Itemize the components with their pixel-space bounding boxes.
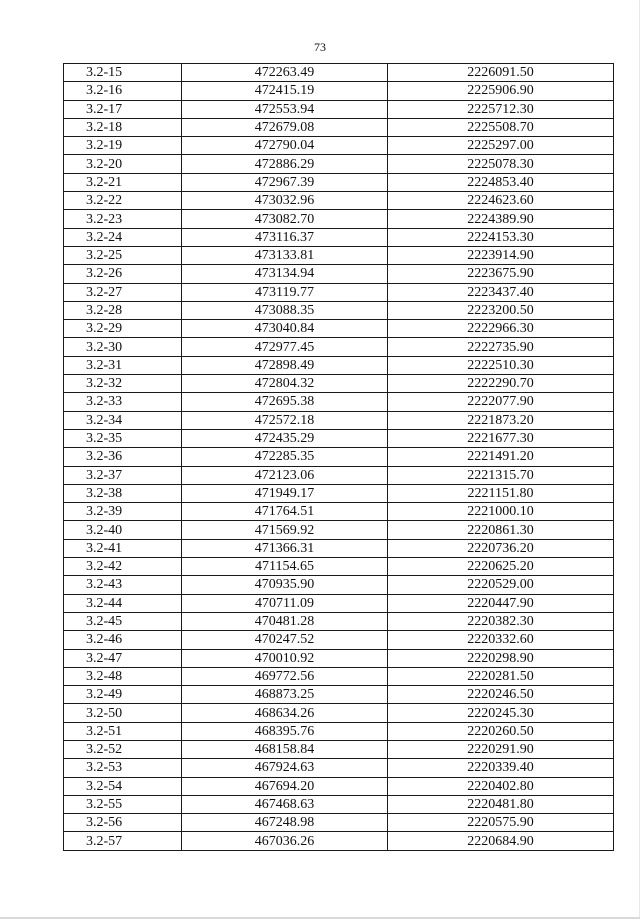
y-coordinate-cell: 2225906.90 (388, 82, 614, 100)
point-id-cell: 3.2-34 (64, 411, 182, 429)
point-id-cell: 3.2-30 (64, 338, 182, 356)
y-coordinate-cell: 2220298.90 (388, 649, 614, 667)
table-row (64, 356, 614, 374)
point-id-cell: 3.2-27 (64, 283, 182, 301)
point-id-cell: 3.2-22 (64, 192, 182, 210)
x-coordinate-cell: 470010.92 (182, 649, 388, 667)
table-row (64, 539, 614, 557)
y-coordinate-cell: 2220575.90 (388, 814, 614, 832)
point-id-cell: 3.2-39 (64, 503, 182, 521)
point-id-cell: 3.2-46 (64, 631, 182, 649)
table-row (64, 448, 614, 466)
point-id-cell: 3.2-55 (64, 795, 182, 813)
table-row (64, 210, 614, 228)
x-coordinate-cell: 472898.49 (182, 356, 388, 374)
point-id-cell: 3.2-31 (64, 356, 182, 374)
x-coordinate-cell: 472790.04 (182, 137, 388, 155)
table-row (64, 155, 614, 173)
x-coordinate-cell: 468634.26 (182, 704, 388, 722)
table-row (64, 704, 614, 722)
table-row (64, 686, 614, 704)
table-row (64, 814, 614, 832)
y-coordinate-cell: 2222966.30 (388, 320, 614, 338)
point-id-cell: 3.2-41 (64, 539, 182, 557)
table-row (64, 283, 614, 301)
x-coordinate-cell: 472804.32 (182, 375, 388, 393)
point-id-cell: 3.2-57 (64, 832, 182, 850)
x-coordinate-cell: 470711.09 (182, 594, 388, 612)
point-id-cell: 3.2-54 (64, 777, 182, 795)
x-coordinate-cell: 468158.84 (182, 740, 388, 758)
coordinates-table (63, 63, 614, 851)
table-row (64, 466, 614, 484)
y-coordinate-cell: 2225078.30 (388, 155, 614, 173)
y-coordinate-cell: 2222510.30 (388, 356, 614, 374)
y-coordinate-cell: 2224623.60 (388, 192, 614, 210)
y-coordinate-cell: 2220625.20 (388, 558, 614, 576)
y-coordinate-cell: 2225508.70 (388, 118, 614, 136)
y-coordinate-cell: 2220245.30 (388, 704, 614, 722)
point-id-cell: 3.2-23 (64, 210, 182, 228)
table-row (64, 521, 614, 539)
point-id-cell: 3.2-50 (64, 704, 182, 722)
y-coordinate-cell: 2220291.90 (388, 740, 614, 758)
y-coordinate-cell: 2221151.80 (388, 484, 614, 502)
table-row (64, 393, 614, 411)
x-coordinate-cell: 467924.63 (182, 759, 388, 777)
table-row (64, 667, 614, 685)
y-coordinate-cell: 2220246.50 (388, 686, 614, 704)
table-row (64, 740, 614, 758)
point-id-cell: 3.2-20 (64, 155, 182, 173)
table-row (64, 832, 614, 850)
y-coordinate-cell: 2224153.30 (388, 228, 614, 246)
point-id-cell: 3.2-43 (64, 576, 182, 594)
y-coordinate-cell: 2223437.40 (388, 283, 614, 301)
y-coordinate-cell: 2226091.50 (388, 64, 614, 82)
x-coordinate-cell: 467248.98 (182, 814, 388, 832)
table-row (64, 375, 614, 393)
y-coordinate-cell: 2220281.50 (388, 667, 614, 685)
point-id-cell: 3.2-16 (64, 82, 182, 100)
table-row (64, 484, 614, 502)
table-row (64, 503, 614, 521)
point-id-cell: 3.2-42 (64, 558, 182, 576)
point-id-cell: 3.2-36 (64, 448, 182, 466)
x-coordinate-cell: 473040.84 (182, 320, 388, 338)
x-coordinate-cell: 472263.49 (182, 64, 388, 82)
x-coordinate-cell: 473082.70 (182, 210, 388, 228)
table-row (64, 576, 614, 594)
x-coordinate-cell: 471949.17 (182, 484, 388, 502)
point-id-cell: 3.2-25 (64, 246, 182, 264)
table-row (64, 612, 614, 630)
point-id-cell: 3.2-28 (64, 301, 182, 319)
point-id-cell: 3.2-45 (64, 612, 182, 630)
table-row (64, 558, 614, 576)
point-id-cell: 3.2-37 (64, 466, 182, 484)
y-coordinate-cell: 2224389.90 (388, 210, 614, 228)
x-coordinate-cell: 471154.65 (182, 558, 388, 576)
y-coordinate-cell: 2223675.90 (388, 265, 614, 283)
y-coordinate-cell: 2220402.80 (388, 777, 614, 795)
y-coordinate-cell: 2220736.20 (388, 539, 614, 557)
x-coordinate-cell: 470481.28 (182, 612, 388, 630)
y-coordinate-cell: 2221491.20 (388, 448, 614, 466)
x-coordinate-cell: 472435.29 (182, 429, 388, 447)
table-row (64, 64, 614, 82)
y-coordinate-cell: 2220861.30 (388, 521, 614, 539)
y-coordinate-cell: 2221677.30 (388, 429, 614, 447)
x-coordinate-cell: 467694.20 (182, 777, 388, 795)
y-coordinate-cell: 2220382.30 (388, 612, 614, 630)
x-coordinate-cell: 473116.37 (182, 228, 388, 246)
point-id-cell: 3.2-47 (64, 649, 182, 667)
x-coordinate-cell: 471764.51 (182, 503, 388, 521)
y-coordinate-cell: 2221315.70 (388, 466, 614, 484)
point-id-cell: 3.2-38 (64, 484, 182, 502)
y-coordinate-cell: 2223200.50 (388, 301, 614, 319)
x-coordinate-cell: 472967.39 (182, 173, 388, 191)
x-coordinate-cell: 473133.81 (182, 246, 388, 264)
x-coordinate-cell: 472285.35 (182, 448, 388, 466)
table-row (64, 246, 614, 264)
y-coordinate-cell: 2221000.10 (388, 503, 614, 521)
point-id-cell: 3.2-24 (64, 228, 182, 246)
x-coordinate-cell: 472572.18 (182, 411, 388, 429)
table-row (64, 192, 614, 210)
table-row (64, 137, 614, 155)
table-row (64, 265, 614, 283)
point-id-cell: 3.2-56 (64, 814, 182, 832)
table-row (64, 411, 614, 429)
coordinates-table-body (64, 64, 614, 851)
table-row (64, 82, 614, 100)
table-row (64, 173, 614, 191)
x-coordinate-cell: 473032.96 (182, 192, 388, 210)
table-row (64, 100, 614, 118)
y-coordinate-cell: 2222077.90 (388, 393, 614, 411)
x-coordinate-cell: 468873.25 (182, 686, 388, 704)
table-row (64, 338, 614, 356)
table-row (64, 722, 614, 740)
x-coordinate-cell: 472415.19 (182, 82, 388, 100)
x-coordinate-cell: 469772.56 (182, 667, 388, 685)
table-row (64, 777, 614, 795)
table-row (64, 301, 614, 319)
table-row (64, 429, 614, 447)
x-coordinate-cell: 467468.63 (182, 795, 388, 813)
x-coordinate-cell: 473134.94 (182, 265, 388, 283)
point-id-cell: 3.2-52 (64, 740, 182, 758)
y-coordinate-cell: 2222735.90 (388, 338, 614, 356)
point-id-cell: 3.2-21 (64, 173, 182, 191)
point-id-cell: 3.2-15 (64, 64, 182, 82)
x-coordinate-cell: 472553.94 (182, 100, 388, 118)
table-row (64, 594, 614, 612)
x-coordinate-cell: 473088.35 (182, 301, 388, 319)
point-id-cell: 3.2-53 (64, 759, 182, 777)
y-coordinate-cell: 2222290.70 (388, 375, 614, 393)
table-row (64, 320, 614, 338)
point-id-cell: 3.2-29 (64, 320, 182, 338)
y-coordinate-cell: 2221873.20 (388, 411, 614, 429)
point-id-cell: 3.2-51 (64, 722, 182, 740)
x-coordinate-cell: 470247.52 (182, 631, 388, 649)
x-coordinate-cell: 473119.77 (182, 283, 388, 301)
y-coordinate-cell: 2220481.80 (388, 795, 614, 813)
x-coordinate-cell: 472123.06 (182, 466, 388, 484)
y-coordinate-cell: 2225297.00 (388, 137, 614, 155)
x-coordinate-cell: 471366.31 (182, 539, 388, 557)
x-coordinate-cell: 471569.92 (182, 521, 388, 539)
table-row (64, 118, 614, 136)
point-id-cell: 3.2-32 (64, 375, 182, 393)
y-coordinate-cell: 2220339.40 (388, 759, 614, 777)
table-row (64, 795, 614, 813)
y-coordinate-cell: 2225712.30 (388, 100, 614, 118)
point-id-cell: 3.2-18 (64, 118, 182, 136)
table-row (64, 649, 614, 667)
point-id-cell: 3.2-44 (64, 594, 182, 612)
point-id-cell: 3.2-49 (64, 686, 182, 704)
y-coordinate-cell: 2224853.40 (388, 173, 614, 191)
y-coordinate-cell: 2220447.90 (388, 594, 614, 612)
y-coordinate-cell: 2220684.90 (388, 832, 614, 850)
point-id-cell: 3.2-33 (64, 393, 182, 411)
y-coordinate-cell: 2220332.60 (388, 631, 614, 649)
table-row (64, 631, 614, 649)
x-coordinate-cell: 472977.45 (182, 338, 388, 356)
point-id-cell: 3.2-17 (64, 100, 182, 118)
y-coordinate-cell: 2223914.90 (388, 246, 614, 264)
x-coordinate-cell: 467036.26 (182, 832, 388, 850)
point-id-cell: 3.2-35 (64, 429, 182, 447)
x-coordinate-cell: 470935.90 (182, 576, 388, 594)
point-id-cell: 3.2-48 (64, 667, 182, 685)
x-coordinate-cell: 472679.08 (182, 118, 388, 136)
table-row (64, 228, 614, 246)
x-coordinate-cell: 468395.76 (182, 722, 388, 740)
x-coordinate-cell: 472695.38 (182, 393, 388, 411)
point-id-cell: 3.2-40 (64, 521, 182, 539)
y-coordinate-cell: 2220260.50 (388, 722, 614, 740)
x-coordinate-cell: 472886.29 (182, 155, 388, 173)
page-number: 73 (314, 40, 326, 54)
point-id-cell: 3.2-19 (64, 137, 182, 155)
y-coordinate-cell: 2220529.00 (388, 576, 614, 594)
table-row (64, 759, 614, 777)
point-id-cell: 3.2-26 (64, 265, 182, 283)
